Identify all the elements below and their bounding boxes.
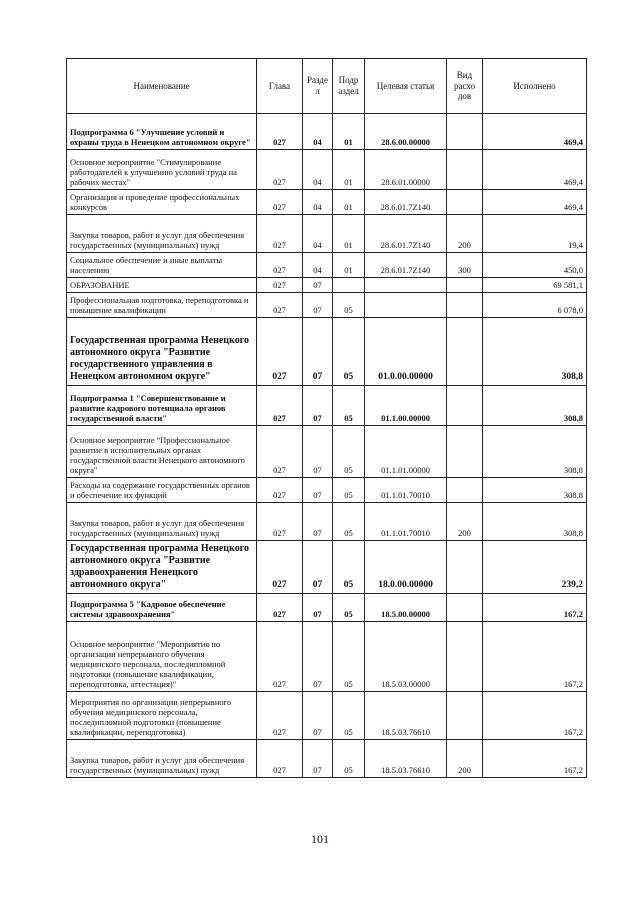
row-glava: 027 <box>257 594 303 622</box>
row-podrazdel: 01 <box>333 215 365 253</box>
row-name: Государственная программа Ненецкого автономного округа "Развитие здравоохранения Ненецкого автономного округа" <box>67 541 257 594</box>
row-statya <box>365 278 447 293</box>
row-name: Основное мероприятие "Стимулирование работодателей к улучшению условий труда на рабочих местах" <box>67 150 257 190</box>
row-razdel: 07 <box>303 594 333 622</box>
row-ispolneno: 450,0 <box>483 253 587 278</box>
table-row <box>67 190 587 215</box>
row-vid: 200 <box>447 503 483 541</box>
row-razdel: 07 <box>303 503 333 541</box>
row-podrazdel: 05 <box>333 426 365 478</box>
row-statya: 18.5.03.76610 <box>365 692 447 740</box>
row-podrazdel: 05 <box>333 594 365 622</box>
header-podrazdel: Подр аздел <box>333 59 365 114</box>
row-statya: 28.6.00.00000 <box>365 114 447 150</box>
table-row <box>67 253 587 278</box>
row-vid <box>447 150 483 190</box>
row-razdel: 07 <box>303 740 333 778</box>
row-name: Профессиональная подготовка, переподготовка и повышение квалификации <box>67 293 257 318</box>
row-razdel: 04 <box>303 215 333 253</box>
table-row <box>67 293 587 318</box>
row-glava: 027 <box>257 150 303 190</box>
row-razdel: 07 <box>303 541 333 594</box>
row-ispolneno: 19,4 <box>483 215 587 253</box>
row-statya: 28.6.01.7Z140 <box>365 253 447 278</box>
table-row <box>67 692 587 740</box>
header-glava: Глава <box>257 59 303 114</box>
row-statya: 01.1.00.00000 <box>365 386 447 426</box>
row-vid <box>447 293 483 318</box>
page-number: 101 <box>311 832 329 846</box>
row-glava: 027 <box>257 503 303 541</box>
row-statya: 18.5.00.00000 <box>365 594 447 622</box>
row-ispolneno: 469,4 <box>483 190 587 215</box>
row-ispolneno: 69 581,1 <box>483 278 587 293</box>
row-glava: 027 <box>257 318 303 386</box>
row-vid: 300 <box>447 253 483 278</box>
table-row <box>67 150 587 190</box>
table-row <box>67 426 587 478</box>
row-glava: 027 <box>257 114 303 150</box>
row-razdel: 04 <box>303 114 333 150</box>
row-vid <box>447 692 483 740</box>
row-vid <box>447 478 483 503</box>
row-razdel: 04 <box>303 190 333 215</box>
row-name: Организация и проведение профессиональных конкурсов <box>67 190 257 215</box>
row-glava: 027 <box>257 190 303 215</box>
row-statya: 18.5.03.00000 <box>365 622 447 692</box>
row-vid <box>447 622 483 692</box>
row-statya <box>365 293 447 318</box>
row-vid <box>447 426 483 478</box>
row-statya: 18.0.00.00000 <box>365 541 447 594</box>
row-glava: 027 <box>257 278 303 293</box>
row-glava: 027 <box>257 541 303 594</box>
header-statya: Целевая статья <box>365 59 447 114</box>
row-statya: 01.1.01.00000 <box>365 426 447 478</box>
row-name: Закупка товаров, работ и услуг для обеспечения государственных (муниципальных) нужд <box>67 215 257 253</box>
row-podrazdel <box>333 278 365 293</box>
row-vid: 200 <box>447 740 483 778</box>
table-row <box>67 318 587 386</box>
row-vid <box>447 594 483 622</box>
row-name: Основное мероприятие "Мероприятия по организации непрерывного обучения медицинского персонала, последипломной подготовки (повышение квалификации, переподготовка, аттестация)" <box>67 622 257 692</box>
row-razdel: 04 <box>303 253 333 278</box>
row-razdel: 07 <box>303 692 333 740</box>
row-podrazdel: 05 <box>333 386 365 426</box>
row-name: Расходы на содержание государственных органов и обеспечение их функций <box>67 478 257 503</box>
table-row <box>67 622 587 692</box>
header-name: Наименование <box>67 59 257 114</box>
table-row <box>67 594 587 622</box>
row-vid <box>447 386 483 426</box>
row-name: Мероприятия по организации непрерывного обучения медицинского персонала, последипломной подготовки (повышение квалификации, переподготовка) <box>67 692 257 740</box>
row-podrazdel: 05 <box>333 503 365 541</box>
row-ispolneno: 308,8 <box>483 386 587 426</box>
table-row <box>67 215 587 253</box>
table-row <box>67 386 587 426</box>
table-row <box>67 478 587 503</box>
row-statya: 01.0.00.00000 <box>365 318 447 386</box>
row-glava: 027 <box>257 386 303 426</box>
row-ispolneno: 239,2 <box>483 541 587 594</box>
row-ispolneno: 308,8 <box>483 478 587 503</box>
row-razdel: 07 <box>303 293 333 318</box>
row-glava: 027 <box>257 692 303 740</box>
table-row <box>67 278 587 293</box>
row-podrazdel: 05 <box>333 318 365 386</box>
table-row <box>67 503 587 541</box>
row-ispolneno: 308,8 <box>483 426 587 478</box>
row-statya: 28.6.01.00000 <box>365 150 447 190</box>
row-ispolneno: 469,4 <box>483 150 587 190</box>
row-glava: 027 <box>257 215 303 253</box>
row-podrazdel: 05 <box>333 740 365 778</box>
row-podrazdel: 05 <box>333 541 365 594</box>
row-razdel: 07 <box>303 622 333 692</box>
row-podrazdel: 01 <box>333 114 365 150</box>
row-ispolneno: 167,2 <box>483 692 587 740</box>
row-name: Социальное обеспечение и иные выплаты населению <box>67 253 257 278</box>
row-name: Закупка товаров, работ и услуг для обеспечения государственных (муниципальных) нужд <box>67 740 257 778</box>
row-vid <box>447 318 483 386</box>
row-vid <box>447 114 483 150</box>
row-podrazdel: 01 <box>333 253 365 278</box>
row-ispolneno: 308,8 <box>483 318 587 386</box>
table-body <box>67 114 587 778</box>
row-razdel: 07 <box>303 426 333 478</box>
row-razdel: 04 <box>303 150 333 190</box>
budget-table <box>66 58 587 778</box>
row-statya: 28.6.01.7Z140 <box>365 190 447 215</box>
row-name: Закупка товаров, работ и услуг для обеспечения государственных (муниципальных) нужд <box>67 503 257 541</box>
row-glava: 027 <box>257 253 303 278</box>
header-ispolneno: Исполнено <box>483 59 587 114</box>
row-ispolneno: 167,2 <box>483 622 587 692</box>
row-ispolneno: 6 078,0 <box>483 293 587 318</box>
row-name: Основное мероприятие "Профессиональное развитие в исполнительных органах государственной власти Ненецкого автономного округа" <box>67 426 257 478</box>
row-name: ОБРАЗОВАНИЕ <box>67 278 257 293</box>
header-vid: Вид расхо дов <box>447 59 483 114</box>
row-glava: 027 <box>257 740 303 778</box>
row-vid <box>447 278 483 293</box>
row-ispolneno: 469,4 <box>483 114 587 150</box>
row-podrazdel: 05 <box>333 478 365 503</box>
table-header-row <box>67 59 587 114</box>
row-vid <box>447 190 483 215</box>
row-statya: 01.1.01.70010 <box>365 478 447 503</box>
row-glava: 027 <box>257 478 303 503</box>
row-name: Государственная программа Ненецкого автономного округа "Развитие государственного управления в Ненецком автономном округе" <box>67 318 257 386</box>
row-podrazdel: 05 <box>333 692 365 740</box>
table-row <box>67 541 587 594</box>
row-vid <box>447 541 483 594</box>
row-razdel: 07 <box>303 386 333 426</box>
row-ispolneno: 308,8 <box>483 503 587 541</box>
table-row <box>67 114 587 150</box>
row-statya: 18.5.03.76610 <box>365 740 447 778</box>
row-podrazdel: 05 <box>333 293 365 318</box>
row-name: Подпрограмма 6 "Улучшение условий и охраны труда в Ненецком автономном округе" <box>67 114 257 150</box>
row-ispolneno: 167,2 <box>483 740 587 778</box>
row-razdel: 07 <box>303 278 333 293</box>
header-razdel: Разде л <box>303 59 333 114</box>
row-glava: 027 <box>257 622 303 692</box>
row-razdel: 07 <box>303 478 333 503</box>
table-row <box>67 740 587 778</box>
row-statya: 28.6.01.7Z140 <box>365 215 447 253</box>
row-glava: 027 <box>257 426 303 478</box>
row-podrazdel: 05 <box>333 622 365 692</box>
row-name: Подпрограмма 1 "Совершенствование и развитие кадрового потенциала органов государственной власти" <box>67 386 257 426</box>
row-vid: 200 <box>447 215 483 253</box>
row-name: Подпрограмма 5 "Кадровое обеспечение системы здравоохранения" <box>67 594 257 622</box>
row-podrazdel: 01 <box>333 150 365 190</box>
row-glava: 027 <box>257 293 303 318</box>
row-statya: 01.1.01.70010 <box>365 503 447 541</box>
row-podrazdel: 01 <box>333 190 365 215</box>
row-ispolneno: 167,2 <box>483 594 587 622</box>
row-razdel: 07 <box>303 318 333 386</box>
